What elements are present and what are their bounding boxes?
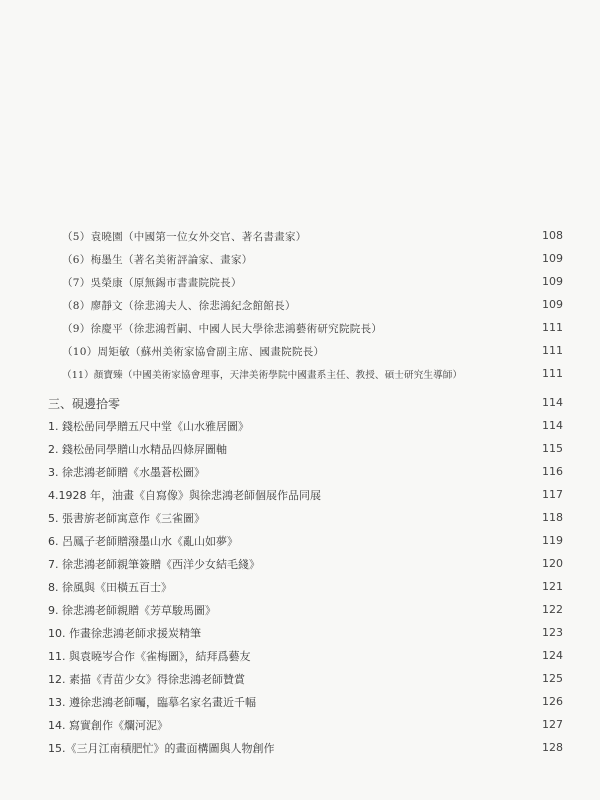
toc-item <box>48 486 518 504</box>
toc-subentry-label: （9）徐慶平（徐悲鴻哲嗣、中國人民大學徐悲鴻藝術研究院院長） <box>62 322 383 335</box>
toc-subentry-label: （8）廖靜文（徐悲鴻夫人、徐悲鴻紀念館館長） <box>62 299 296 312</box>
toc-subentry-label: （7）吳榮康（原無錫市書畫院院長） <box>62 276 242 289</box>
toc-page-number: 128 <box>542 741 563 754</box>
toc-page-number: 121 <box>542 580 563 593</box>
toc-page-number: 111 <box>542 367 563 380</box>
toc-page-number: 111 <box>542 321 563 334</box>
toc-item-label: 7. 徐悲鴻老師親筆簽贈《西洋少女結毛綫》 <box>48 558 260 571</box>
toc-item <box>48 440 518 458</box>
toc-item <box>48 601 518 619</box>
toc-page-number: 116 <box>542 465 563 478</box>
toc-item-label: 5. 張書旂老師寓意作《三雀圖》 <box>48 512 205 525</box>
toc-page-number: 122 <box>542 603 563 616</box>
toc-item-label: 3. 徐悲鴻老師贈《水墨蒼松圖》 <box>48 466 205 479</box>
toc-subentry-label: （10）周矩敏（蘇州美術家協會副主席、國畫院院長） <box>62 345 325 358</box>
toc-item-label: 9. 徐悲鴻老師親贈《芳草駿馬圖》 <box>48 604 216 617</box>
toc-subentry-label: （5）袁曉園（中國第一位女外交官、著名書畫家） <box>62 230 307 243</box>
toc-item <box>48 624 518 642</box>
toc-page-number: 115 <box>542 442 563 455</box>
toc-item-label: 2. 錢松喦同學贈山水精品四條屏圖軸 <box>48 443 227 456</box>
toc-subentry <box>62 273 562 291</box>
toc-page-number: 108 <box>542 229 563 242</box>
toc-item-label: 6. 呂鳳子老師贈潑墨山水《亂山如夢》 <box>48 535 238 548</box>
toc-item <box>48 647 518 665</box>
toc-page-number: 126 <box>542 695 563 708</box>
toc-page-number: 111 <box>542 344 563 357</box>
toc-section-label: 三、硯邊拾零 <box>48 396 121 411</box>
toc-subentry <box>62 319 562 337</box>
toc-page-number: 120 <box>542 557 563 570</box>
toc-item <box>48 417 518 435</box>
toc-item <box>48 532 518 550</box>
toc-subentry <box>62 365 552 383</box>
toc-item <box>48 509 518 527</box>
toc-item-label: 1. 錢松喦同學贈五尺中堂《山水雅居圖》 <box>48 420 249 433</box>
toc-item <box>48 555 518 573</box>
toc-item <box>48 578 518 596</box>
toc-page-number: 119 <box>542 534 563 547</box>
toc-subentry-label: （6）梅墨生（著名美術評論家、畫家） <box>62 253 253 266</box>
toc-page-number: 117 <box>542 488 563 501</box>
toc-item <box>48 693 518 711</box>
toc-page-number: 114 <box>542 419 563 432</box>
toc-item <box>48 670 518 688</box>
toc-item-label: 15.《三月江南積肥忙》的畫面構圖與人物創作 <box>48 742 275 755</box>
toc-page-number: 125 <box>542 672 563 685</box>
toc-page-number: 114 <box>542 396 563 409</box>
toc-item <box>48 463 518 481</box>
toc-item-label: 11. 與袁曉岑合作《雀梅圖》，結拜爲藝友 <box>48 650 251 663</box>
toc-subentry <box>62 342 562 360</box>
toc-page-number: 127 <box>542 718 563 731</box>
toc-section-heading <box>48 394 508 412</box>
toc-item-label: 12. 素描《青苗少女》得徐悲鴻老師贊賞 <box>48 673 245 686</box>
toc-subentry <box>62 250 562 268</box>
toc-page-number: 124 <box>542 649 563 662</box>
toc-page-number: 109 <box>542 275 563 288</box>
toc-item-label: 14. 寫實創作《爛河泥》 <box>48 719 168 732</box>
toc-item-label: 4.1928 年，油畫《自寫像》與徐悲鴻老師個展作品同展 <box>48 489 321 502</box>
toc-item-label: 10. 作畫徐悲鴻老師求援炭精筆 <box>48 627 201 640</box>
toc-item <box>48 716 518 734</box>
toc-page-number: 109 <box>542 252 563 265</box>
toc-item-label: 8. 徐風與《田橫五百士》 <box>48 581 172 594</box>
toc-subentry <box>62 227 562 245</box>
toc-item <box>48 739 518 757</box>
toc-page-number: 123 <box>542 626 563 639</box>
toc-subentry <box>62 296 562 314</box>
toc-page-number: 109 <box>542 298 563 311</box>
toc-item-label: 13. 遵徐悲鴻老師囑，臨摹名家名畫近千幅 <box>48 696 256 709</box>
toc-page-number: 118 <box>542 511 563 524</box>
toc-subentry-label: （11）顏寶臻（中國美術家協會理事，天津美術學院中國畫系主任、教授、碩士研究生導師） <box>62 370 463 381</box>
